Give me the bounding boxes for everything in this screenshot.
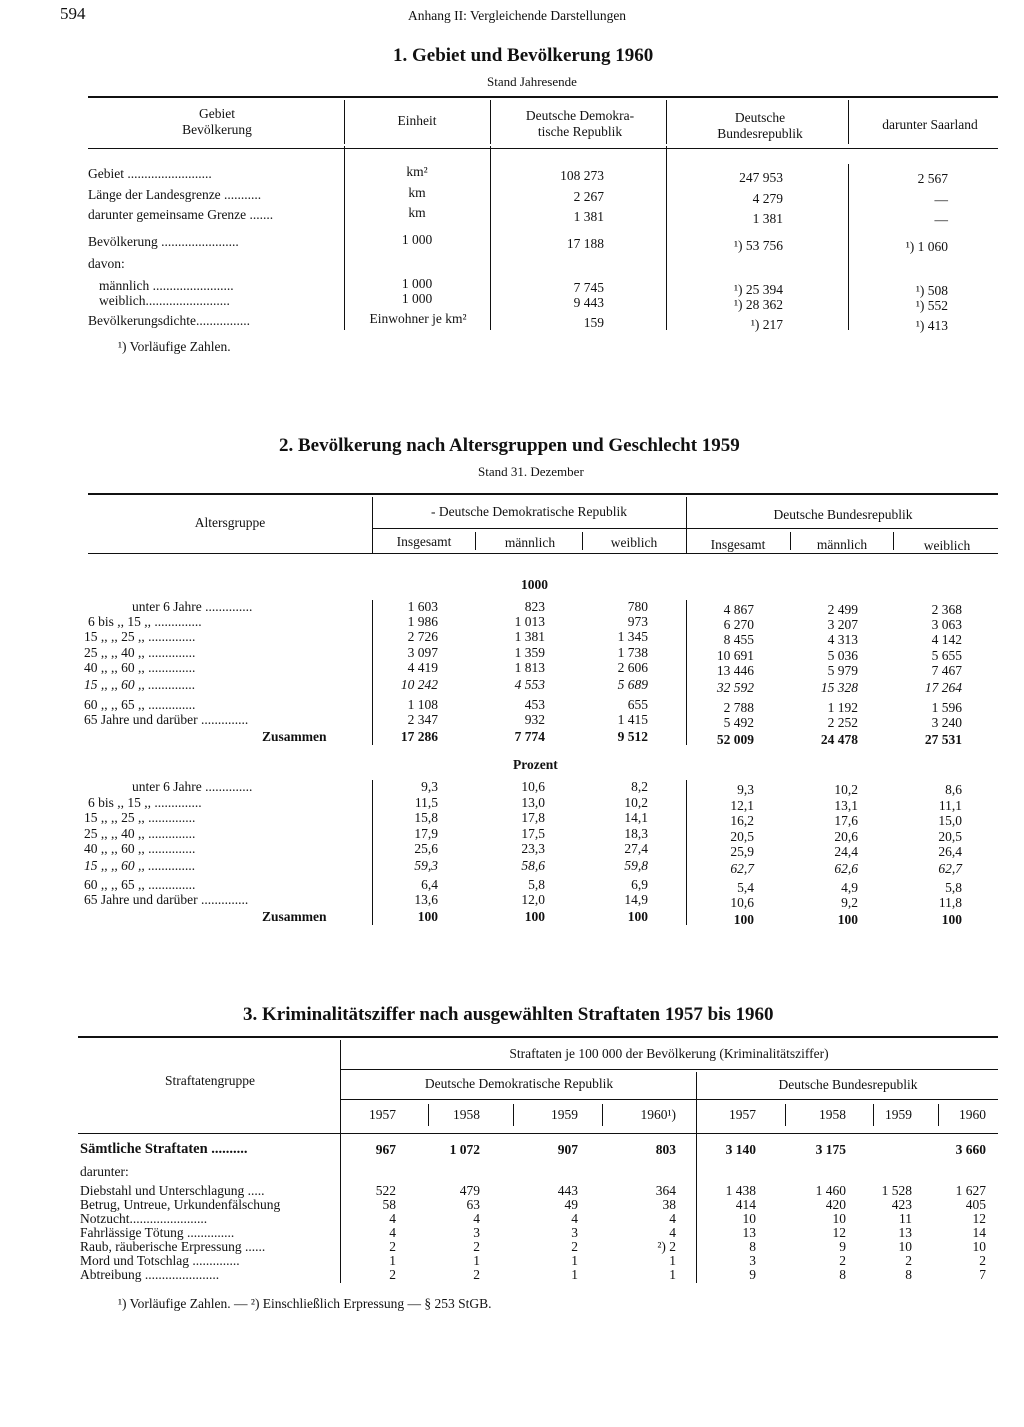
table2-title: 2. Bevölkerung nach Altersgruppen und Geschlecht 1959: [279, 435, 740, 456]
t2-abs-row-value: 5 689: [617, 677, 648, 692]
t2-pct-row-value: 20,6: [834, 829, 858, 844]
t2-pct-row-value: 12,1: [730, 798, 754, 813]
t3-row-value: 2: [571, 1239, 578, 1254]
t3-row-value: 4: [669, 1225, 676, 1240]
table1-col-sep: [666, 146, 667, 330]
table1-col-sep: [848, 164, 849, 330]
t2-pct-row-value: 8,6: [945, 782, 962, 797]
t2-pct-row-value: 14,9: [624, 892, 648, 907]
t3-row-value: 58: [382, 1197, 396, 1212]
t3-row-value: 2: [389, 1267, 396, 1282]
t3-row-value: 414: [735, 1197, 756, 1212]
t3-year-header: 1959: [551, 1107, 578, 1122]
t2-pct-row-value: 13,1: [834, 798, 858, 813]
t3-row-value: 12: [972, 1211, 986, 1226]
table2-head-sep: [790, 532, 791, 550]
t3-row-value: 9: [839, 1239, 846, 1254]
t2-abs-row-value: 4 142: [931, 632, 962, 647]
t2-abs-row-value: 10 691: [716, 648, 754, 663]
t2-abs-row-value: 2 252: [827, 715, 858, 730]
t2-abs-row-value: 4 419: [407, 660, 438, 675]
t3-row-value: 3: [749, 1253, 756, 1268]
t1-row-saar: ¹) 508: [915, 283, 948, 298]
t2-abs-row-value: 9 512: [617, 729, 648, 744]
t1-row-brd: ¹) 217: [750, 317, 783, 332]
t1-row-saar: 2 567: [917, 171, 948, 186]
t3-row-value: 4: [389, 1225, 396, 1240]
t2-pct-row-value: 25,6: [414, 841, 438, 856]
t2-pct-row-value: 11,8: [938, 895, 962, 910]
t2-pct-row-value: 100: [837, 912, 858, 927]
t3-row-value: 10: [972, 1239, 986, 1254]
t3-row-value: 11: [899, 1211, 912, 1226]
t2-abs-row-value: 2 788: [723, 700, 754, 715]
table2-mid-rule: [372, 528, 998, 529]
t2-abs-row-value: 32 592: [716, 680, 754, 695]
t1-head-gebiet: Gebiet: [199, 106, 235, 121]
t2-abs-row-label: unter 6 Jahre ..............: [132, 599, 253, 614]
table2-top-rule: [88, 493, 998, 495]
t3-row-value: 63: [466, 1197, 480, 1212]
t2-pct-row-value: 11,1: [938, 798, 962, 813]
t2-abs-row-value: 10 242: [400, 677, 438, 692]
t3-row-value: 2: [473, 1239, 480, 1254]
t3-darunter: darunter:: [80, 1164, 129, 1179]
table2-head-sep: [372, 497, 373, 553]
t2-abs-row-label: 40 ,, ,, 60 ,, ..............: [84, 660, 196, 675]
t3-row-value: 2: [473, 1267, 480, 1282]
t2-abs-row-value: 5 492: [723, 715, 754, 730]
t3-head-span: Straftaten je 100 000 der Bevölkerung (Kriminalitätsziffer): [509, 1046, 829, 1061]
t1-row-brd: 1 381: [752, 211, 783, 226]
table2-head-sep: [582, 532, 583, 550]
t2-pct-row-value: 12,0: [521, 892, 545, 907]
t3-total-value: 3 660: [955, 1142, 986, 1157]
t2-abs-row-value: 13 446: [716, 663, 754, 678]
t2-pct-row-value: 17,9: [414, 826, 438, 841]
t2-pct-row-label: unter 6 Jahre ..............: [132, 779, 253, 794]
t3-row-value: ²) 2: [657, 1239, 676, 1254]
t1-row-saar: ¹) 552: [915, 298, 948, 313]
table1-col-sep: [490, 146, 491, 330]
t3-row-value: 2: [905, 1253, 912, 1268]
t3-total-value: 1 072: [449, 1142, 480, 1157]
t3-year-header: 1960: [959, 1107, 986, 1122]
t1-row-label: weiblich.........................: [99, 293, 230, 308]
t2-pct-row-value: 15,8: [414, 810, 438, 825]
t2-abs-row-value: 1 813: [514, 660, 545, 675]
t2-abs-row-label: Zusammen: [262, 729, 327, 744]
t1-row-label: Länge der Landesgrenze ...........: [88, 187, 262, 202]
t2-pct-row-value: 100: [524, 909, 545, 924]
t2-pct-row-value: 100: [417, 909, 438, 924]
t2-abs-row-value: 6 270: [723, 617, 754, 632]
t3-total-value: 967: [375, 1142, 396, 1157]
t2-pct-row-value: 58,6: [521, 858, 545, 873]
t2-abs-row-value: 4 553: [514, 677, 545, 692]
table3-country-rule: [340, 1099, 998, 1100]
t3-row-value: 405: [965, 1197, 986, 1212]
t2-abs-row-value: 1 738: [617, 645, 648, 660]
t1-row-brd: ¹) 28 362: [733, 297, 783, 312]
t3-row-value: 2: [389, 1239, 396, 1254]
t2-abs-row-value: 2 347: [407, 712, 438, 727]
t3-row-value: 8: [839, 1267, 846, 1282]
t2-abs-row-value: 453: [524, 697, 545, 712]
t2-pct-row-value: 20,5: [730, 829, 754, 844]
t2-abs-row-value: 17 286: [400, 729, 438, 744]
t1-row-label: darunter gemeinsame Grenze .......: [88, 207, 274, 222]
t2-pct-row-value: 26,4: [938, 844, 962, 859]
t2-pct-row-value: 5,8: [945, 880, 962, 895]
t2-pct-row-value: 9,3: [421, 779, 438, 794]
t2-sub-m-brd: männlich: [816, 537, 868, 552]
t2-abs-row-value: 1 359: [514, 645, 545, 660]
table1-title: 1. Gebiet und Bevölkerung 1960: [393, 45, 654, 66]
t2-abs-row-value: 5 036: [827, 648, 858, 663]
t1-row-unit: km: [408, 205, 426, 220]
t1-row-label: Gebiet .........................: [88, 166, 212, 181]
t3-year-header: 1957: [729, 1107, 756, 1122]
t2-abs-row-label: 25 ,, ,, 40 ,, ..............: [84, 645, 196, 660]
t2-pct-row-value: 6,9: [631, 877, 648, 892]
t2-pct-row-value: 59,3: [414, 858, 438, 873]
t2-pct-row-value: 11,5: [414, 795, 438, 810]
t1-row-brd: ¹) 53 756: [733, 238, 783, 253]
t3-row-value: 479: [459, 1183, 480, 1198]
table3-span-rule: [340, 1069, 998, 1070]
t2-pct-row-value: 14,1: [624, 810, 648, 825]
t2-abs-row-value: 3 207: [827, 617, 858, 632]
table2-head-sep: [893, 532, 894, 550]
t2-pct-row-value: 16,2: [730, 813, 754, 828]
t1-row-ddr: 2 267: [573, 189, 604, 204]
t1-row-ddr: 9 443: [573, 295, 604, 310]
t3-row-value: 1: [389, 1253, 396, 1268]
t2-section-pct: Prozent: [513, 757, 558, 772]
t2-sub-m-ddr: männlich: [504, 535, 556, 550]
t3-row-value: 1 460: [815, 1183, 846, 1198]
t3-year-header: 1958: [453, 1107, 480, 1122]
t2-abs-row-value: 1 381: [514, 629, 545, 644]
t3-total-value: 803: [655, 1142, 676, 1157]
table2-head-rule: [88, 553, 998, 554]
t3-year-header: 1960¹): [640, 1107, 676, 1122]
t3-row-label: Diebstahl und Unterschlagung .....: [80, 1183, 265, 1198]
t1-head-brd: Deutsche: [734, 110, 786, 125]
table3-head-rule: [78, 1133, 998, 1134]
t3-head-brd: Deutsche Bundesrepublik: [778, 1077, 918, 1092]
t2-pct-row-value: 10,6: [521, 779, 545, 794]
t3-row-value: 10: [898, 1239, 912, 1254]
t2-pct-row-value: 8,2: [631, 779, 648, 794]
t2-pct-row-value: 4,9: [841, 880, 858, 895]
t3-row-value: 3: [473, 1225, 480, 1240]
t2-abs-row-value: 7 774: [514, 729, 545, 744]
table2-subtitle: Stand 31. Dezember: [478, 464, 584, 479]
table1-subtitle: Stand Jahresende: [487, 74, 577, 89]
t1-row-brd: 247 953: [739, 170, 783, 185]
t3-row-label: Abtreibung ......................: [80, 1267, 220, 1282]
t2-abs-row-value: 17 264: [924, 680, 962, 695]
t3-head-group: Straftatengruppe: [165, 1073, 255, 1088]
t2-abs-row-value: 1 986: [407, 614, 438, 629]
t3-row-value: 2: [839, 1253, 846, 1268]
t2-abs-row-value: 3 097: [407, 645, 438, 660]
t1-row-brd: 4 279: [752, 191, 783, 206]
t3-row-value: 12: [832, 1225, 846, 1240]
t1-row-unit: 1 000: [401, 291, 433, 306]
t2-pct-row-value: 17,8: [521, 810, 545, 825]
t2-pct-row-value: 23,3: [521, 841, 545, 856]
t3-row-value: 1: [669, 1267, 676, 1282]
t3-row-value: 38: [662, 1197, 676, 1212]
table1-head-sep: [490, 100, 491, 144]
t3-row-value: 364: [655, 1183, 676, 1198]
t2-sub-total-brd: Insgesamt: [710, 537, 766, 552]
t2-abs-row-value: 2 606: [617, 660, 648, 675]
t2-pct-row-value: 5,4: [737, 880, 754, 895]
t1-row-label: Bevölkerungsdichte................: [88, 313, 250, 328]
t2-abs-row-value: 655: [627, 697, 648, 712]
t2-abs-row-value: 3 240: [931, 715, 962, 730]
t2-abs-row-value: 4 867: [723, 602, 754, 617]
table3-title: 3. Kriminalitätsziffer nach ausgewählten Straftaten 1957 bis 1960: [243, 1004, 774, 1025]
t2-pct-row-value: 17,6: [834, 813, 858, 828]
table1-head-sep: [848, 100, 849, 144]
t3-total-value: 3 140: [725, 1142, 756, 1157]
t3-row-value: 7: [979, 1267, 986, 1282]
page-number: 594: [60, 4, 86, 23]
table2-head-sep: [475, 532, 476, 550]
t3-row-label: Betrug, Untreue, Urkundenfälschung: [80, 1197, 281, 1212]
t2-sub-w-ddr: weiblich: [610, 535, 658, 550]
t1-row-ddr: 1 381: [573, 209, 604, 224]
t2-abs-row-value: 15 328: [820, 680, 858, 695]
t3-row-value: 443: [557, 1183, 578, 1198]
t3-row-value: 522: [375, 1183, 396, 1198]
t2-abs-row-label: 6 bis ,, 15 ,, ..............: [88, 614, 202, 629]
t2-abs-row-value: 5 979: [827, 663, 858, 678]
t3-row-value: 13: [898, 1225, 912, 1240]
t2-abs-row-value: 1 108: [407, 697, 438, 712]
t2-pct-row-label: 25 ,, ,, 40 ,, ..............: [84, 826, 196, 841]
t2-abs-row-value: 1 596: [931, 700, 962, 715]
t2-pct-row-value: 100: [627, 909, 648, 924]
t3-row-value: 1: [473, 1253, 480, 1268]
t2-pct-row-value: 18,3: [624, 826, 648, 841]
t3-row-value: 1: [571, 1267, 578, 1282]
t3-row-value: 420: [825, 1197, 846, 1212]
t2-pct-row-label: 60 ,, ,, 65 ,, ..............: [84, 877, 196, 892]
t3-row-value: 1: [571, 1253, 578, 1268]
t2-abs-row-value: 3 063: [931, 617, 962, 632]
t2-pct-row-value: 27,4: [624, 841, 648, 856]
t2-pct-row-value: 10,6: [730, 895, 754, 910]
t3-year-header: 1958: [819, 1107, 846, 1122]
t2-abs-row-label: 15 ,, ,, 25 ,, ..............: [84, 629, 196, 644]
t2-abs-row-value: 1 013: [514, 614, 545, 629]
t2-abs-row-value: 1 415: [617, 712, 648, 727]
t1-row-unit: Einwohner je km²: [369, 311, 467, 326]
t1-row-label: davon:: [88, 256, 125, 271]
t1-row-unit: km²: [406, 164, 428, 179]
t3-row-value: 4: [669, 1211, 676, 1226]
t2-abs-row-value: 932: [524, 712, 545, 727]
t2-pct-row-value: 5,8: [528, 877, 545, 892]
t3-row-value: 1 627: [955, 1183, 986, 1198]
t1-row-ddr: 7 745: [573, 280, 604, 295]
t2-pct-row-value: 20,5: [938, 829, 962, 844]
t2-abs-row-value: 7 467: [931, 663, 962, 678]
t2-pct-row-value: 10,2: [624, 795, 648, 810]
t2-pct-row-value: 9,3: [737, 782, 754, 797]
t2-pct-row-label: 65 Jahre und darüber ..............: [84, 892, 249, 907]
t2-abs-row-value: 5 655: [931, 648, 962, 663]
t2-abs-row-value: 24 478: [820, 732, 858, 747]
t3-row-label: Notzucht.......................: [80, 1211, 208, 1226]
t1-row-brd: ¹) 25 394: [733, 282, 783, 297]
t2-abs-row-value: 1 603: [407, 599, 438, 614]
t1-row-saar: ¹) 413: [915, 318, 948, 333]
t2-pct-row-label: Zusammen: [262, 909, 327, 924]
running-head: Anhang II: Vergleichende Darstellungen: [408, 8, 627, 23]
t3-row-value: 423: [891, 1197, 912, 1212]
t2-abs-row-label: 65 Jahre und darüber ..............: [84, 712, 249, 727]
table3-footnote: ¹) Vorläufige Zahlen. — ²) Einschließlich Erpressung — § 253 StGB.: [118, 1296, 492, 1311]
t1-head-einheit: Einheit: [397, 113, 437, 128]
t2-head-altersgruppe: Altersgruppe: [194, 515, 266, 530]
t2-pct-row-label: 40 ,, ,, 60 ,, ..............: [84, 841, 196, 856]
t1-head-bevoelkerung: Bevölkerung: [182, 122, 252, 137]
t1-row-unit: 1 000: [401, 276, 433, 291]
t3-year-header: 1959: [885, 1107, 912, 1122]
t2-pct-row-value: 17,5: [521, 826, 545, 841]
t2-pct-row-value: 100: [733, 912, 754, 927]
t1-head-brd-2: Bundesrepublik: [717, 126, 803, 141]
t3-total-value: 3 175: [815, 1142, 846, 1157]
t2-pct-row-value: 100: [941, 912, 962, 927]
t2-abs-row-value: 1 345: [617, 629, 648, 644]
t2-head-brd: Deutsche Bundesrepublik: [773, 507, 913, 522]
t2-abs-row-value: 2 499: [827, 602, 858, 617]
t2-pct-row-value: 62,7: [938, 861, 962, 876]
t2-abs-row-value: 780: [627, 599, 648, 614]
t2-abs-row-value: 2 368: [931, 602, 962, 617]
t2-abs-row-value: 52 009: [716, 732, 754, 747]
t2-abs-row-value: 27 531: [924, 732, 962, 747]
table1-head-sep: [344, 100, 345, 144]
t3-row-value: 1 438: [725, 1183, 756, 1198]
t3-year-header: 1957: [369, 1107, 396, 1122]
table1-head-rule: [88, 148, 998, 149]
t1-row-saar: —: [934, 192, 948, 207]
t2-section-abs: 1000: [521, 577, 548, 592]
t1-head-ddr: Deutsche Demokra-: [525, 108, 635, 123]
t1-head-ddr-2: tische Republik: [537, 124, 623, 139]
t3-row-label: Raub, räuberische Erpressung ......: [80, 1239, 266, 1254]
t2-pct-row-value: 15,0: [938, 813, 962, 828]
t3-row-value: 4: [571, 1211, 578, 1226]
t2-abs-row-value: 4 313: [827, 632, 858, 647]
t3-row-value: 4: [389, 1211, 396, 1226]
t2-pct-row-value: 62,6: [834, 861, 858, 876]
t2-pct-row-value: 13,0: [521, 795, 545, 810]
table1-head-sep: [666, 100, 667, 144]
t2-sub-total-ddr: Insgesamt: [396, 534, 452, 549]
t2-sub-w-brd: weiblich: [923, 538, 971, 553]
table3-top-rule: [78, 1036, 998, 1038]
t2-head-ddr: - Deutsche Demokratische Republik: [430, 504, 628, 519]
t3-row-value: 4: [473, 1211, 480, 1226]
t3-row-value: 8: [749, 1239, 756, 1254]
t2-pct-row-value: 59,8: [624, 858, 648, 873]
t2-abs-row-value: 973: [627, 614, 648, 629]
t2-pct-row-value: 6,4: [421, 877, 438, 892]
t3-row-value: 1: [669, 1253, 676, 1268]
table1-col-sep: [344, 146, 345, 330]
t1-row-saar: —: [934, 212, 948, 227]
t3-head-ddr: Deutsche Demokratische Republik: [424, 1076, 614, 1091]
t2-abs-row-value: 1 192: [827, 700, 858, 715]
t1-row-ddr: 17 188: [566, 236, 604, 251]
t2-abs-row-value: 2 726: [407, 629, 438, 644]
t3-row-label: Fahrlässige Tötung ..............: [80, 1225, 235, 1240]
t2-pct-row-value: 13,6: [414, 892, 438, 907]
t3-row-value: 3: [571, 1225, 578, 1240]
t1-row-saar: ¹) 1 060: [905, 239, 948, 254]
t3-total-label: Sämtliche Straftaten ..........: [80, 1141, 248, 1157]
table1-top-rule: [88, 96, 998, 98]
t2-pct-row-label: 15 ,, ,, 25 ,, ..............: [84, 810, 196, 825]
t1-head-saarland: darunter Saarland: [882, 117, 978, 132]
table2-head-sep: [686, 497, 687, 553]
t2-abs-row-value: 8 455: [723, 632, 754, 647]
t1-row-label: Bevölkerung .......................: [88, 234, 239, 249]
t2-pct-row-value: 24,4: [834, 844, 858, 859]
t2-pct-row-label: 6 bis ,, 15 ,, ..............: [88, 795, 202, 810]
t2-abs-row-label: 15 ,, ,, 60 ,, ..............: [84, 677, 196, 692]
t3-row-value: 9: [749, 1267, 756, 1282]
t3-row-value: 1 528: [881, 1183, 912, 1198]
t2-pct-row-label: 15 ,, ,, 60 ,, ..............: [84, 858, 196, 873]
t2-pct-row-value: 25,9: [730, 844, 754, 859]
t3-row-value: 13: [742, 1225, 756, 1240]
t3-row-label: Mord und Totschlag ..............: [80, 1253, 240, 1268]
t2-pct-row-value: 10,2: [834, 782, 858, 797]
t2-pct-row-value: 9,2: [841, 895, 858, 910]
t3-total-value: 907: [557, 1142, 578, 1157]
t1-row-unit: 1 000: [401, 232, 433, 247]
t3-row-value: 49: [564, 1197, 578, 1212]
t3-row-value: 10: [832, 1211, 846, 1226]
t2-pct-row-value: 62,7: [730, 861, 754, 876]
t1-row-ddr: 159: [583, 315, 604, 330]
t1-row-ddr: 108 273: [560, 168, 604, 183]
t3-row-value: 2: [979, 1253, 986, 1268]
t2-abs-row-label: 60 ,, ,, 65 ,, ..............: [84, 697, 196, 712]
t2-abs-row-value: 823: [524, 599, 545, 614]
t1-row-unit: km: [408, 185, 426, 200]
t3-row-value: 10: [742, 1211, 756, 1226]
t3-row-value: 8: [905, 1267, 912, 1282]
t1-row-label: männlich ........................: [99, 278, 234, 293]
table1-footnote: ¹) Vorläufige Zahlen.: [118, 339, 231, 354]
t3-row-value: 14: [972, 1225, 986, 1240]
